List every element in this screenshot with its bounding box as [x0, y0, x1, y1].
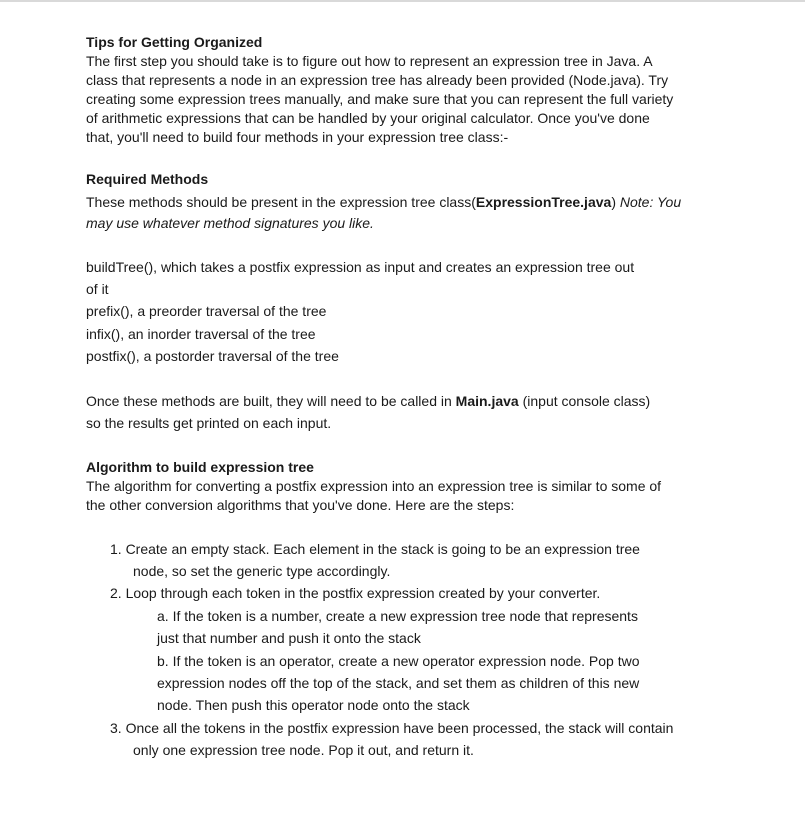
algorithm-paragraph	[86, 477, 716, 515]
tips-line-3: creating some expression trees manually, and make sure that you can represent the full variety	[86, 91, 674, 107]
required-line-1	[86, 192, 716, 213]
required-note-end: may use whatever method signatures you like.	[86, 215, 374, 231]
required-methods-heading: Required Methods	[86, 171, 209, 187]
method-buildtree-line-1: buildTree(), which takes a postfix expression as input and creates an expression tree out	[86, 259, 635, 275]
algorithm-line-2: the other conversion algorithms that you've done. Here are the steps:	[86, 497, 515, 513]
expression-tree-filename: ExpressionTree.java	[475, 194, 612, 210]
top-divider	[0, 0, 805, 2]
required-note-start: Note: You	[619, 194, 682, 210]
step-2a-line-1: a. If the token is a number, create a new expression tree node that represents	[157, 608, 638, 624]
tips-line-5: that, you'll need to build four methods in your expression tree class:-	[86, 129, 509, 145]
tips-paragraph	[86, 52, 716, 147]
required-methods-paragraph	[86, 192, 716, 234]
step-1-line-1: 1. Create an empty stack. Each element in the stack is going to be an expression tree	[110, 541, 640, 557]
main-filename: Main.java	[455, 393, 519, 409]
required-line-1-text: These methods should be present in the expression tree class(	[86, 194, 476, 210]
algorithm-line-1: The algorithm for converting a postfix expression into an expression tree is similar to some of	[86, 478, 662, 494]
main-line-1-suffix: (input console class)	[518, 393, 651, 409]
method-buildtree-line-2: of it	[86, 281, 109, 297]
tips-line-1: The first step you should take is to figure out how to represent an expression tree in Java. A	[86, 53, 653, 69]
tips-heading: Tips for Getting Organized	[86, 34, 263, 50]
method-prefix: prefix(), a preorder traversal of the tree	[86, 303, 327, 319]
required-line-2	[86, 213, 716, 234]
method-postfix: postfix(), a postorder traversal of the tree	[86, 348, 339, 364]
step-2a-line-2: just that number and push it onto the stack	[157, 630, 421, 646]
step-3-line-2: only one expression tree node. Pop it out, and return it.	[133, 742, 474, 758]
step-2-line-1: 2. Loop through each token in the postfix expression created by your converter.	[110, 585, 601, 601]
tips-line-4: of arithmetic expressions that can be handled by your original calculator. Once you've done	[86, 110, 650, 126]
step-3-line-1: 3. Once all the tokens in the postfix expression have been processed, the stack will contain	[110, 720, 674, 736]
required-line-1-close: )	[611, 194, 620, 210]
algorithm-heading: Algorithm to build expression tree	[86, 459, 314, 475]
step-2b-line-2: expression nodes off the top of the stack, and set them as children of this new	[157, 675, 640, 691]
method-infix: infix(), an inorder traversal of the tree	[86, 326, 316, 342]
step-2b-line-1: b. If the token is an operator, create a new operator expression node. Pop two	[157, 653, 640, 669]
main-line-2: so the results get printed on each input.	[86, 415, 332, 431]
step-1-line-2: node, so set the generic type accordingly.	[133, 563, 391, 579]
main-line-1	[86, 390, 650, 412]
main-line-1-text: Once these methods are built, they will need to be called in	[86, 393, 456, 409]
tips-line-2: class that represents a node in an expression tree has already been provided (Node.java). Try	[86, 72, 669, 88]
step-2b-line-3: node. Then push this operator node onto the stack	[157, 697, 470, 713]
